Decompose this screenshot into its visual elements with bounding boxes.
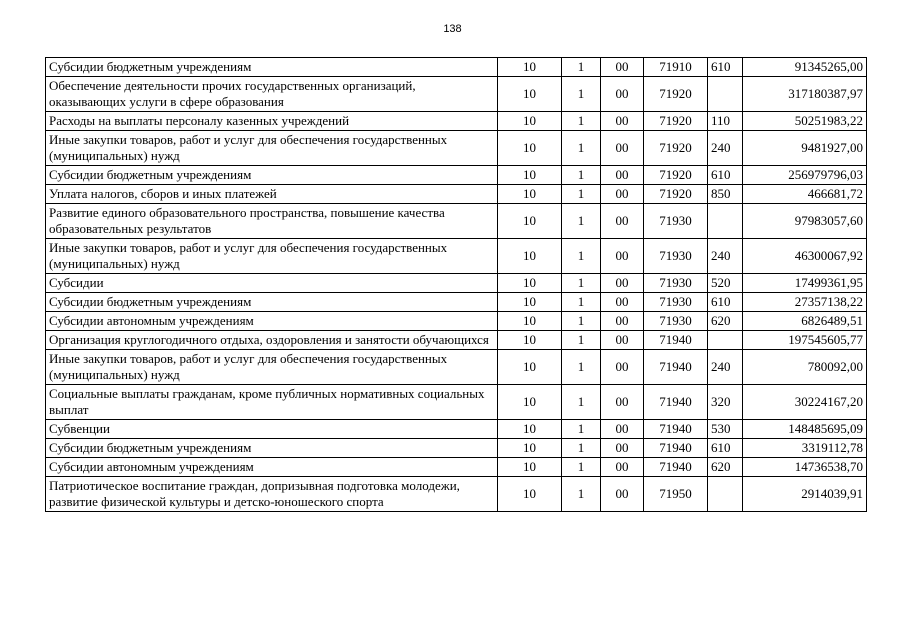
target-article-cell: 71940 xyxy=(644,439,708,458)
program-code-cell: 00 xyxy=(601,185,644,204)
section-code-cell: 10 xyxy=(498,185,562,204)
expense-name-cell: Уплата налогов, сборов и иных платежей xyxy=(46,185,498,204)
expense-name-cell: Субсидии автономным учреждениям xyxy=(46,458,498,477)
target-article-cell: 71930 xyxy=(644,312,708,331)
expense-type-cell xyxy=(708,77,743,112)
program-code-cell: 00 xyxy=(601,274,644,293)
expense-type-cell: 110 xyxy=(708,112,743,131)
subsection-code-cell: 1 xyxy=(562,274,601,293)
table-row xyxy=(46,166,867,185)
expense-type-cell: 530 xyxy=(708,420,743,439)
target-article-cell: 71920 xyxy=(644,185,708,204)
section-code-cell: 10 xyxy=(498,112,562,131)
page-number: 138 xyxy=(443,23,462,35)
program-code-cell: 00 xyxy=(601,350,644,385)
subsection-code-cell: 1 xyxy=(562,312,601,331)
target-article-cell: 71920 xyxy=(644,77,708,112)
expense-type-cell: 610 xyxy=(708,166,743,185)
subsection-code-cell: 1 xyxy=(562,385,601,420)
expense-type-cell: 620 xyxy=(708,312,743,331)
amount-cell: 17499361,95 xyxy=(743,274,867,293)
subsection-code-cell: 1 xyxy=(562,458,601,477)
table-row xyxy=(46,293,867,312)
program-code-cell: 00 xyxy=(601,420,644,439)
table-row xyxy=(46,331,867,350)
expense-name-cell: Субсидии бюджетным учреждениям xyxy=(46,166,498,185)
expense-name-cell: Организация круглогодичного отдыха, оздоровления и занятости обучающихся xyxy=(46,331,498,350)
expense-name-cell: Субсидии бюджетным учреждениям xyxy=(46,293,498,312)
table-row xyxy=(46,204,867,239)
amount-cell: 14736538,70 xyxy=(743,458,867,477)
target-article-cell: 71940 xyxy=(644,385,708,420)
amount-cell: 3319112,78 xyxy=(743,439,867,458)
expense-type-cell: 240 xyxy=(708,239,743,274)
target-article-cell: 71950 xyxy=(644,477,708,512)
target-article-cell: 71910 xyxy=(644,58,708,77)
program-code-cell: 00 xyxy=(601,166,644,185)
section-code-cell: 10 xyxy=(498,58,562,77)
expense-type-cell: 240 xyxy=(708,131,743,166)
amount-cell: 9481927,00 xyxy=(743,131,867,166)
amount-cell: 2914039,91 xyxy=(743,477,867,512)
section-code-cell: 10 xyxy=(498,77,562,112)
expense-type-cell: 610 xyxy=(708,58,743,77)
program-code-cell: 00 xyxy=(601,77,644,112)
program-code-cell: 00 xyxy=(601,458,644,477)
table-row xyxy=(46,439,867,458)
target-article-cell: 71920 xyxy=(644,131,708,166)
section-code-cell: 10 xyxy=(498,166,562,185)
section-code-cell: 10 xyxy=(498,477,562,512)
program-code-cell: 00 xyxy=(601,204,644,239)
program-code-cell: 00 xyxy=(601,439,644,458)
target-article-cell: 71940 xyxy=(644,458,708,477)
expense-name-cell: Иные закупки товаров, работ и услуг для обеспечения государственных (муниципальных) нужд xyxy=(46,350,498,385)
expense-name-cell: Социальные выплаты гражданам, кроме публичных нормативных социальных выплат xyxy=(46,385,498,420)
target-article-cell: 71940 xyxy=(644,331,708,350)
subsection-code-cell: 1 xyxy=(562,77,601,112)
target-article-cell: 71930 xyxy=(644,204,708,239)
expense-name-cell: Субсидии бюджетным учреждениям xyxy=(46,439,498,458)
expense-type-cell: 520 xyxy=(708,274,743,293)
section-code-cell: 10 xyxy=(498,439,562,458)
expense-type-cell: 620 xyxy=(708,458,743,477)
table-row xyxy=(46,185,867,204)
program-code-cell: 00 xyxy=(601,293,644,312)
expense-type-cell xyxy=(708,331,743,350)
program-code-cell: 00 xyxy=(601,112,644,131)
target-article-cell: 71940 xyxy=(644,350,708,385)
target-article-cell: 71930 xyxy=(644,274,708,293)
budget-table xyxy=(45,57,867,512)
table-row xyxy=(46,58,867,77)
program-code-cell: 00 xyxy=(601,385,644,420)
target-article-cell: 71920 xyxy=(644,112,708,131)
subsection-code-cell: 1 xyxy=(562,131,601,166)
expense-name-cell: Развитие единого образовательного пространства, повышение качества образовательных результатов xyxy=(46,204,498,239)
section-code-cell: 10 xyxy=(498,204,562,239)
subsection-code-cell: 1 xyxy=(562,204,601,239)
table-row xyxy=(46,131,867,166)
amount-cell: 50251983,22 xyxy=(743,112,867,131)
amount-cell: 466681,72 xyxy=(743,185,867,204)
expense-type-cell: 320 xyxy=(708,385,743,420)
expense-type-cell xyxy=(708,477,743,512)
subsection-code-cell: 1 xyxy=(562,239,601,274)
section-code-cell: 10 xyxy=(498,458,562,477)
expense-type-cell: 850 xyxy=(708,185,743,204)
target-article-cell: 71930 xyxy=(644,239,708,274)
table-row xyxy=(46,274,867,293)
section-code-cell: 10 xyxy=(498,274,562,293)
table-row xyxy=(46,239,867,274)
amount-cell: 317180387,97 xyxy=(743,77,867,112)
table-row xyxy=(46,112,867,131)
expense-name-cell: Субвенции xyxy=(46,420,498,439)
amount-cell: 46300067,92 xyxy=(743,239,867,274)
expense-name-cell: Субсидии бюджетным учреждениям xyxy=(46,58,498,77)
amount-cell: 97983057,60 xyxy=(743,204,867,239)
program-code-cell: 00 xyxy=(601,312,644,331)
section-code-cell: 10 xyxy=(498,293,562,312)
expense-type-cell: 240 xyxy=(708,350,743,385)
subsection-code-cell: 1 xyxy=(562,112,601,131)
amount-cell: 197545605,77 xyxy=(743,331,867,350)
expense-name-cell: Иные закупки товаров, работ и услуг для обеспечения государственных (муниципальных) нужд xyxy=(46,239,498,274)
target-article-cell: 71940 xyxy=(644,420,708,439)
amount-cell: 148485695,09 xyxy=(743,420,867,439)
table-row xyxy=(46,77,867,112)
section-code-cell: 10 xyxy=(498,420,562,439)
table-row xyxy=(46,477,867,512)
expense-name-cell: Иные закупки товаров, работ и услуг для обеспечения государственных (муниципальных) нужд xyxy=(46,131,498,166)
section-code-cell: 10 xyxy=(498,131,562,166)
expense-type-cell: 610 xyxy=(708,293,743,312)
section-code-cell: 10 xyxy=(498,385,562,420)
target-article-cell: 71920 xyxy=(644,166,708,185)
subsection-code-cell: 1 xyxy=(562,477,601,512)
budget-table-body xyxy=(46,58,867,512)
subsection-code-cell: 1 xyxy=(562,350,601,385)
subsection-code-cell: 1 xyxy=(562,166,601,185)
section-code-cell: 10 xyxy=(498,331,562,350)
subsection-code-cell: 1 xyxy=(562,58,601,77)
subsection-code-cell: 1 xyxy=(562,331,601,350)
program-code-cell: 00 xyxy=(601,58,644,77)
target-article-cell: 71930 xyxy=(644,293,708,312)
table-row xyxy=(46,420,867,439)
amount-cell: 91345265,00 xyxy=(743,58,867,77)
subsection-code-cell: 1 xyxy=(562,185,601,204)
subsection-code-cell: 1 xyxy=(562,293,601,312)
section-code-cell: 10 xyxy=(498,239,562,274)
expense-name-cell: Субсидии xyxy=(46,274,498,293)
amount-cell: 27357138,22 xyxy=(743,293,867,312)
subsection-code-cell: 1 xyxy=(562,439,601,458)
expense-type-cell xyxy=(708,204,743,239)
table-row xyxy=(46,350,867,385)
program-code-cell: 00 xyxy=(601,239,644,274)
expense-name-cell: Патриотическое воспитание граждан, допризывная подготовка молодежи, развитие физической культуры и детско-юношеского спорта xyxy=(46,477,498,512)
amount-cell: 256979796,03 xyxy=(743,166,867,185)
amount-cell: 780092,00 xyxy=(743,350,867,385)
table-row xyxy=(46,312,867,331)
program-code-cell: 00 xyxy=(601,331,644,350)
expense-type-cell: 610 xyxy=(708,439,743,458)
section-code-cell: 10 xyxy=(498,350,562,385)
expense-name-cell: Расходы на выплаты персоналу казенных учреждений xyxy=(46,112,498,131)
program-code-cell: 00 xyxy=(601,477,644,512)
expense-name-cell: Субсидии автономным учреждениям xyxy=(46,312,498,331)
subsection-code-cell: 1 xyxy=(562,420,601,439)
table-row xyxy=(46,385,867,420)
expense-name-cell: Обеспечение деятельности прочих государственных организаций, оказывающих услуги в сфере образования xyxy=(46,77,498,112)
table-row xyxy=(46,458,867,477)
program-code-cell: 00 xyxy=(601,131,644,166)
amount-cell: 6826489,51 xyxy=(743,312,867,331)
amount-cell: 30224167,20 xyxy=(743,385,867,420)
section-code-cell: 10 xyxy=(498,312,562,331)
